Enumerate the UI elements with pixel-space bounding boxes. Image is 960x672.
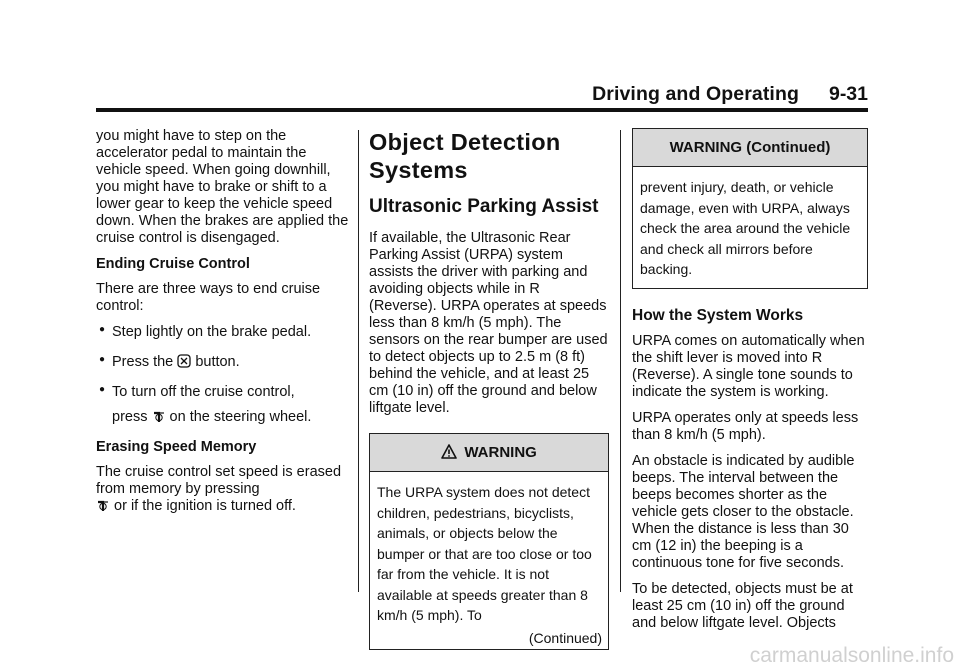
section-title: Driving and Operating: [592, 83, 799, 105]
column-divider-2: [620, 130, 621, 592]
cruise-on-off-icon: [96, 498, 110, 512]
bullet-icon: ●: [99, 354, 106, 365]
column-1: [96, 128, 350, 524]
column-3: [632, 128, 868, 641]
paragraph: URPA comes on automatically when the shift lever is moved into R (Reverse). A single tone sounds to indicate the system is working.: [632, 332, 865, 400]
page-number: 9-31: [828, 83, 868, 105]
continued-label: (Continued): [528, 629, 602, 646]
page-header: [96, 78, 868, 112]
list-item: ● Press the button.: [99, 354, 240, 370]
warning-triangle-icon: [441, 444, 457, 459]
cancel-cruise-icon: [177, 354, 191, 368]
ending-methods-list: [96, 324, 350, 426]
how-system-works-heading: How the System Works: [632, 306, 804, 324]
paragraph: URPA operates only at speeds less than 8 km/h (5 mph).: [632, 409, 859, 443]
warning-continued-text: prevent injury, death, or vehicle damage, even with URPA, always check the area around the vehicle and check all mirrors before backing.: [640, 179, 851, 277]
cruise-on-off-icon: [152, 409, 166, 423]
intro-paragraph: you might have to step on the accelerator pedal to maintain the vehicle speed. When going downhill, you might have to brake or shift to a lower gear to keep the vehicle speed down. When the brakes are applied the cruise control is disengaged.: [96, 128, 349, 246]
ending-cruise-intro: There are three ways to end cruise control:: [96, 281, 321, 314]
erasing-memory-paragraph: The cruise control set speed is erased from memory by pressing or if the ignition is turned off.: [96, 464, 342, 514]
bullet-icon: ●: [99, 324, 106, 335]
ending-cruise-heading: Ending Cruise Control: [96, 256, 250, 272]
watermark: carmanualsonline.info: [749, 644, 954, 667]
column-2: [369, 128, 609, 650]
paragraph: To be detected, objects must be at least 25 cm (10 in) off the ground and below liftgate level. Objects: [632, 580, 853, 631]
urpa-description: If available, the Ultrasonic Rear Parking Assist (URPA) system assists the driver with parking and avoiding objects while in R (Reverse). URPA operates at speeds less than 8 km/h (5 mph). The sensors on the rear bumper are used to detect objects up to 2.5 m (8 ft) behind the vehicle, and at least 25 cm (10 in) off the ground and below liftgate level.: [369, 230, 608, 416]
warning-header: WARNING: [370, 434, 608, 472]
warning-continued-header: WARNING (Continued): [633, 129, 867, 167]
ultrasonic-parking-heading: Ultrasonic Parking Assist: [369, 196, 599, 217]
warning-continued-box: [632, 128, 868, 289]
bullet-icon: ●: [99, 384, 106, 395]
warning-text: The URPA system does not detect children, pedestrians, bicyclists, animals, or objects below the bumper or that are too close or too far from the vehicle. It is not available at speeds greater than 8 km/h (5 mph). To: [377, 484, 592, 623]
list-item: ● To turn off the cruise control, press on the steering wheel.: [99, 384, 312, 425]
list-item: ● Step lightly on the brake pedal.: [99, 324, 312, 340]
column-divider-1: [358, 130, 359, 592]
erasing-memory-heading: Erasing Speed Memory: [96, 439, 257, 455]
paragraph: An obstacle is indicated by audible beeps. The interval between the beeps becomes shorter as the vehicle gets closer to the obstacle. When the distance is less than 30 cm (12 in) the beeping is a continuous tone for five seconds.: [632, 452, 855, 571]
object-detection-heading: Object Detection Systems: [369, 129, 561, 183]
warning-box: [369, 433, 609, 650]
